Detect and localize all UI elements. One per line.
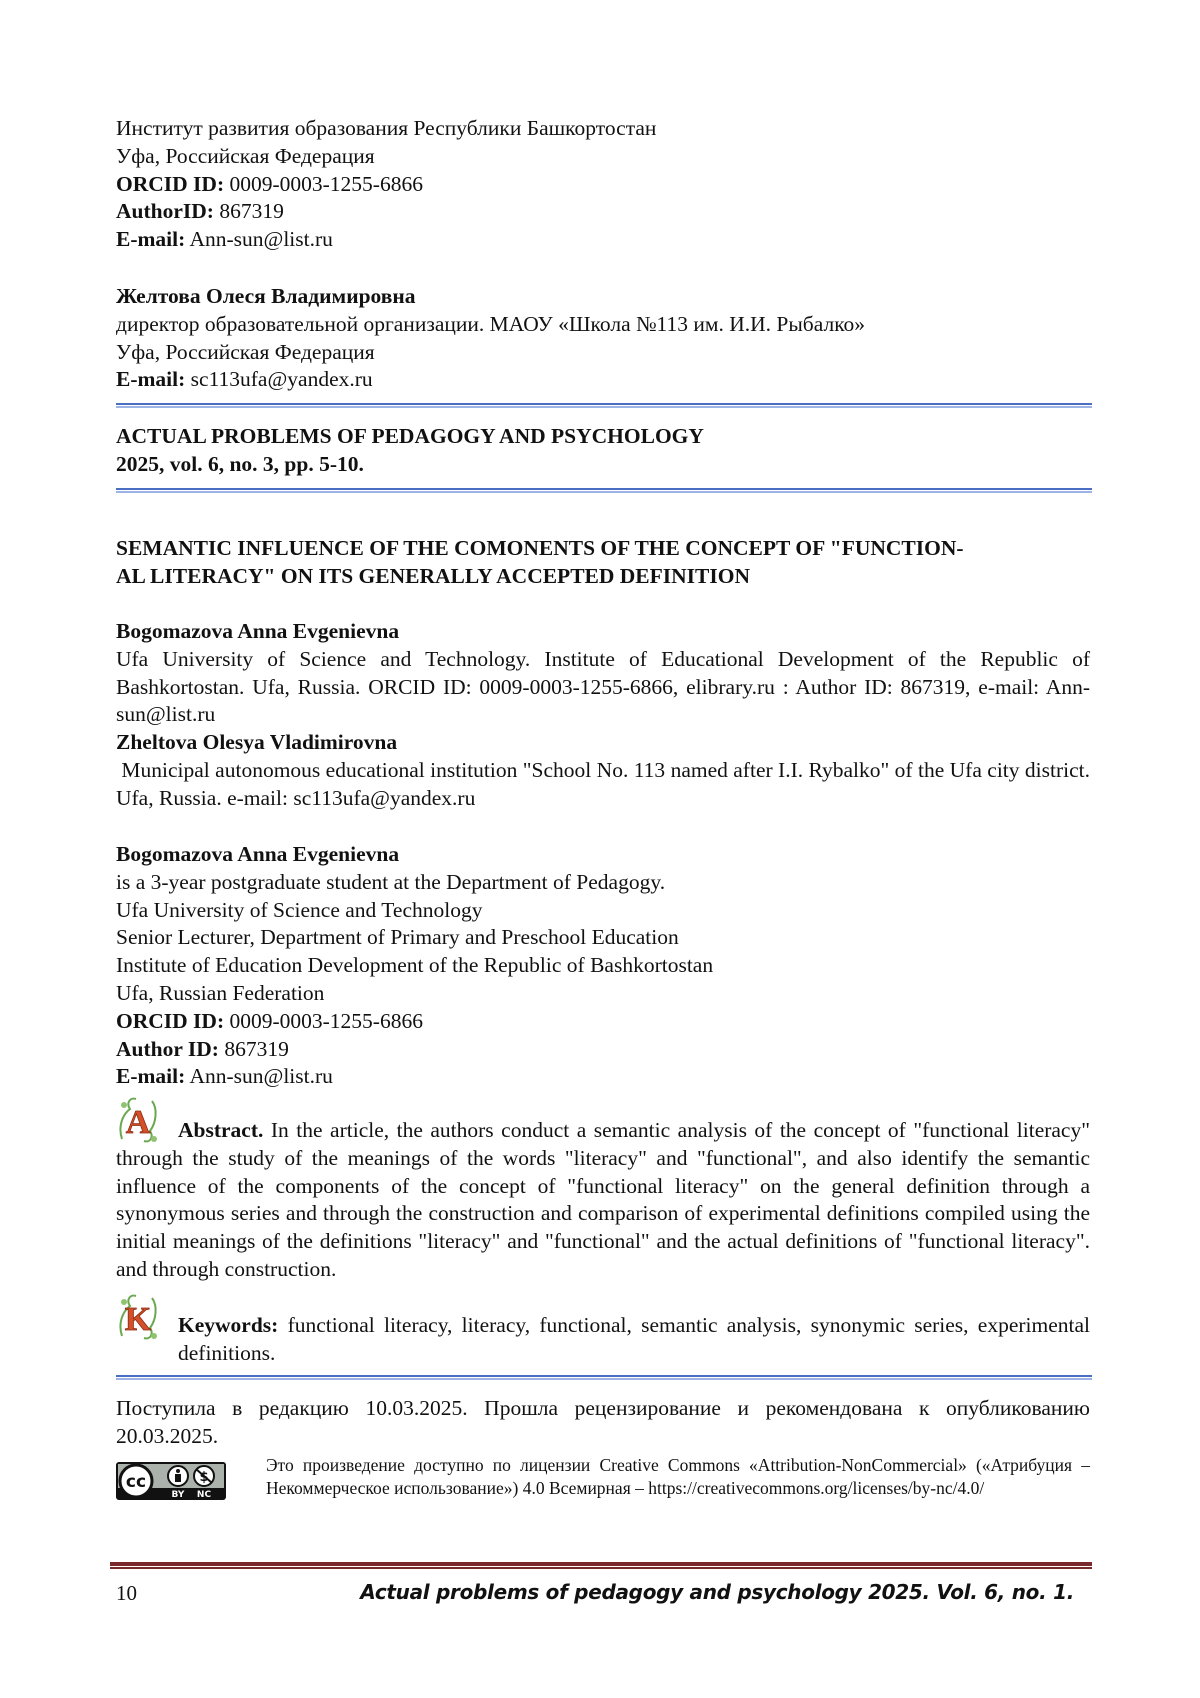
svg-text:$: $ bbox=[199, 1470, 208, 1485]
divider-rule bbox=[116, 488, 1092, 494]
keywords-dropcap bbox=[116, 1290, 160, 1344]
cc-license-badge-icon bbox=[116, 1462, 226, 1500]
authors-en bbox=[116, 618, 1090, 813]
author2-name: Желтова Олеся Владимировна bbox=[116, 283, 1090, 311]
author-en-name: Bogomazova Anna Evgenievna bbox=[116, 618, 1090, 646]
author2-ru bbox=[116, 283, 1090, 394]
abstract-label: Abstract. bbox=[178, 1118, 263, 1142]
by-badge-text: BY bbox=[172, 1490, 185, 1500]
authorid-ru: AuthorID: 867319 bbox=[116, 198, 1090, 226]
author-detail-authorid: Author ID: 867319 bbox=[116, 1036, 1090, 1064]
journal-issue: 2025, vol. 6, no. 3, pp. 5-10. bbox=[116, 451, 1090, 479]
dropcap-letter: A bbox=[126, 1104, 151, 1141]
author-detail-name: Bogomazova Anna Evgenievna bbox=[116, 841, 1090, 869]
author-detail-line: Senior Lecturer, Department of Primary and Preschool Education bbox=[116, 924, 1090, 952]
email-ru: E-mail: Ann-sun@list.ru bbox=[116, 226, 1090, 254]
keywords-text: functional literacy, literacy, functional, semantic analysis, synonymic series, experimental definitions. bbox=[178, 1313, 1090, 1365]
author-en-details: Municipal autonomous educational institution "School No. 113 named after I.I. Rybalko" of the Ufa city district. Ufa, Russia. e-mail: sc113ufa@yandex.ru bbox=[116, 757, 1090, 813]
author2-city: Уфа, Российская Федерация bbox=[116, 339, 1090, 367]
author-detail-email: E-mail: Ann-sun@list.ru bbox=[116, 1063, 1090, 1091]
author-detail-line: Ufa, Russian Federation bbox=[116, 980, 1090, 1008]
author-en-name: Zheltova Olesya Vladimirovna bbox=[116, 729, 1090, 757]
author-detail-orcid: ORCID ID: 0009-0003-1255-6866 bbox=[116, 1008, 1090, 1036]
author-detail bbox=[116, 841, 1090, 1091]
cc-badge-text: cc bbox=[126, 1472, 146, 1492]
license-text: Это произведение доступно по лицензии Creative Commons «Attribution-NonCommercial» («Атрибуция – Некоммерческое использование») 4.0 Всемирная – https://creativecommons.org/licenses/by-nc/4.0/ bbox=[266, 1454, 1090, 1500]
city-ru: Уфа, Российская Федерация bbox=[116, 143, 1090, 171]
footer-journal: Actual problems of pedagogy and psychology 2025. Vol. 6, no. 1. bbox=[360, 1579, 1074, 1607]
dropcap-letter: K bbox=[125, 1301, 152, 1338]
keywords-label: Keywords: bbox=[178, 1313, 278, 1337]
affiliation-ru bbox=[116, 115, 1090, 254]
nc-badge-text: NC bbox=[197, 1490, 212, 1500]
journal-title: ACTUAL PROBLEMS OF PEDAGOGY AND PSYCHOLOGY bbox=[116, 423, 1090, 451]
page-number: 10 bbox=[116, 1580, 137, 1608]
divider-rule bbox=[116, 1375, 1092, 1381]
author-detail-line: is a 3-year postgraduate student at the Department of Pedagogy. bbox=[116, 869, 1090, 897]
author-detail-line: Ufa University of Science and Technology bbox=[116, 897, 1090, 925]
article-title bbox=[116, 535, 1090, 591]
journal-block bbox=[116, 423, 1090, 479]
article-title-line1: SEMANTIC INFLUENCE OF THE COMONENTS OF THE CONCEPT OF "FUNCTION- bbox=[116, 535, 1090, 563]
author2-position: директор образовательной организации. МАОУ «Школа №113 им. И.И. Рыбалко» bbox=[116, 311, 1090, 339]
orcid-ru: ORCID ID: 0009-0003-1255-6866 bbox=[116, 171, 1090, 199]
author2-email: E-mail: sc113ufa@yandex.ru bbox=[116, 366, 1090, 394]
divider-rule bbox=[116, 403, 1092, 409]
author-en-details: Ufa University of Science and Technology. Institute of Educational Development of the Republic of Bashkortostan. Ufa, Russia. ORCID ID: 0009-0003-1255-6866, elibrary.ru : Author ID: 867319, e-mail: Ann-sun@list.ru bbox=[116, 646, 1090, 729]
footer-rule bbox=[110, 1562, 1092, 1569]
author-detail-line: Institute of Education Development of the Republic of Bashkortostan bbox=[116, 952, 1090, 980]
institute-ru: Институт развития образования Республики Башкортостан bbox=[116, 115, 1090, 143]
nc-noncommercial-icon bbox=[194, 1466, 214, 1486]
received-note: Поступила в редакцию 10.03.2025. Прошла рецензирование и рекомендована к опубликованию 20.03.2025. bbox=[116, 1395, 1090, 1451]
abstract bbox=[116, 1117, 1090, 1284]
article-title-line2: AL LITERACY" ON ITS GENERALLY ACCEPTED DEFINITION bbox=[116, 563, 1090, 591]
keywords bbox=[178, 1312, 1090, 1368]
dropcap-ornament-icon bbox=[116, 1290, 160, 1344]
by-attribution-icon bbox=[168, 1466, 188, 1486]
page bbox=[0, 0, 1200, 1698]
abstract-text: In the article, the authors conduct a semantic analysis of the concept of "functional literacy" through the study of the meanings of the words "literacy" and "functional", and also identify the semantic influence of the components of the concept of "functional literacy" on the general definition through a synonymous series and through the construction and comparison of experimental definitions compiled using the initial meanings of the definitions "literacy" and "functional" and the actual definitions of "functional literacy". and through construction. bbox=[116, 1118, 1090, 1281]
